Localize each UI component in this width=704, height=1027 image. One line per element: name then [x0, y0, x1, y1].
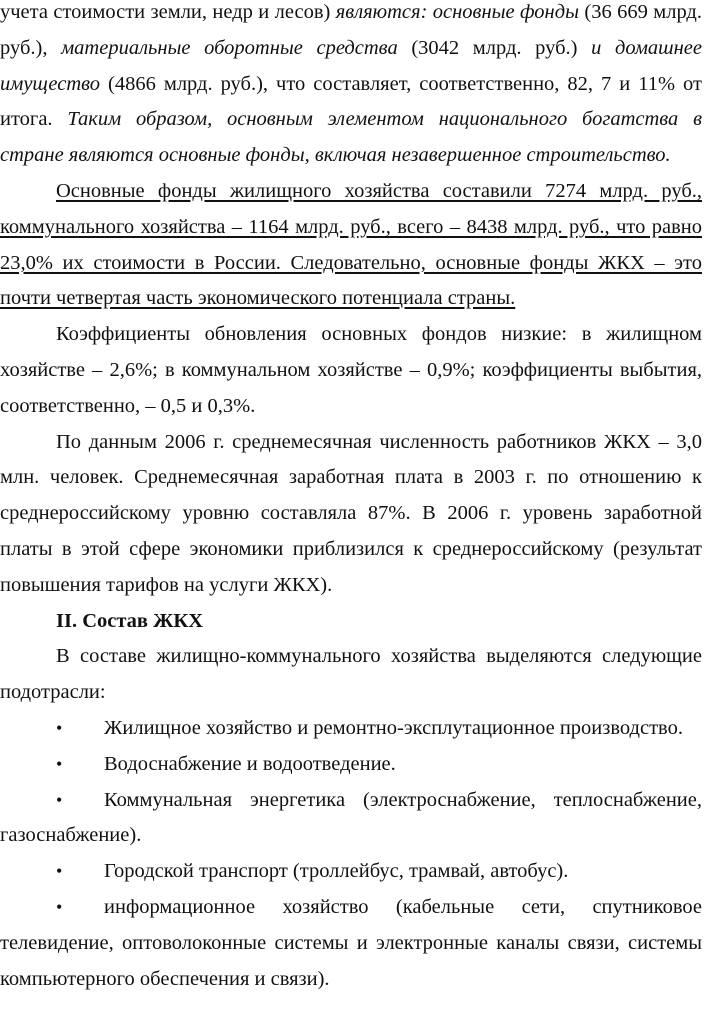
paragraph-national-wealth — [0, 0, 702, 174]
list-item-text: Городской транспорт (троллейбус, трамвай, автобус). — [104, 860, 569, 883]
text-segment: (3042 млрд. руб.) — [397, 36, 592, 59]
list-item — [0, 711, 702, 747]
text-segment: учета стоимости земли, недр и лесов) — [0, 1, 336, 23]
italic-term-fixed-assets: являются: основные фонды — [335, 1, 579, 23]
paragraph-employment-wages: По данным 2006 г. среднемесячная численность работников ЖКХ – 3,0 млн. человек. Среднемесячная заработная плата в 2003 г. по отношению к среднероссийскому уровню составляла 87%. В 2006 г. уровень заработной платы в этой сфере экономики приблизился к среднероссийскому (результат повышения тарифов на услуги ЖКХ). — [0, 430, 702, 596]
list-item-text: Водоснабжение и водоотведение. — [104, 752, 396, 775]
list-item-text: Коммунальная энергетика (электроснабжение, теплоснабжение, газоснабжение). — [0, 788, 702, 847]
section-heading: II. Состав ЖКХ — [56, 609, 204, 632]
bullet-icon: • — [56, 896, 63, 917]
text-segment: (4866 млрд. руб.), что составляет, соответственно, 82, 7 и 11% от итога. — [0, 72, 702, 131]
list-item-text: Жилищное хозяйство и ремонтно-эксплутационное производство. — [104, 716, 683, 739]
bullet-icon: • — [56, 861, 63, 882]
paragraph-renewal-coefficients: Коэффициенты обновления основных фондов низкие: в жилищном хозяйстве – 2,6%; в коммунальном хозяйстве – 0,9%; коэффициенты выбытия, соответственно, – 0,5 и 0,3%. — [0, 323, 702, 417]
list-item — [0, 747, 702, 783]
bullet-icon: • — [56, 717, 63, 738]
paragraph-subsectors-intro: В составе жилищно-коммунального хозяйства выделяются следующие подотрасли: — [0, 645, 702, 704]
underlined-text: Основные фонды жилищного хозяйства составили 7274 млрд. руб., коммунального хозяйства – 1164 млрд. руб., всего – 8438 млрд. руб., что равно 23,0% их стоимости в России. Следовательно, основные фонды ЖКХ – это почти четвертая часть экономического потенциала страны. — [0, 179, 702, 310]
bullet-icon: • — [56, 753, 63, 774]
bullet-icon: • — [56, 789, 63, 810]
italic-term-household-property: и домашнее имущество — [0, 36, 702, 95]
text-segment: (36 669 млрд. руб.), — [0, 1, 702, 59]
list-item-text: информационное хозяйство (кабельные сети, спутниковое телевидение, оптоволоконные системы и электронные каналы связи, системы компьютерного обеспечения и связи). — [0, 895, 702, 990]
list-item — [0, 890, 702, 997]
list-item — [0, 854, 702, 890]
paragraph-housing-fixed-assets — [0, 174, 702, 317]
italic-term-working-capital: материальные оборотные средства — [61, 36, 398, 59]
italic-conclusion: Таким образом, основным элементом национального богатства в стране являются основные фонды, включая незавершенное строительство. — [0, 108, 702, 167]
list-item — [0, 783, 702, 855]
